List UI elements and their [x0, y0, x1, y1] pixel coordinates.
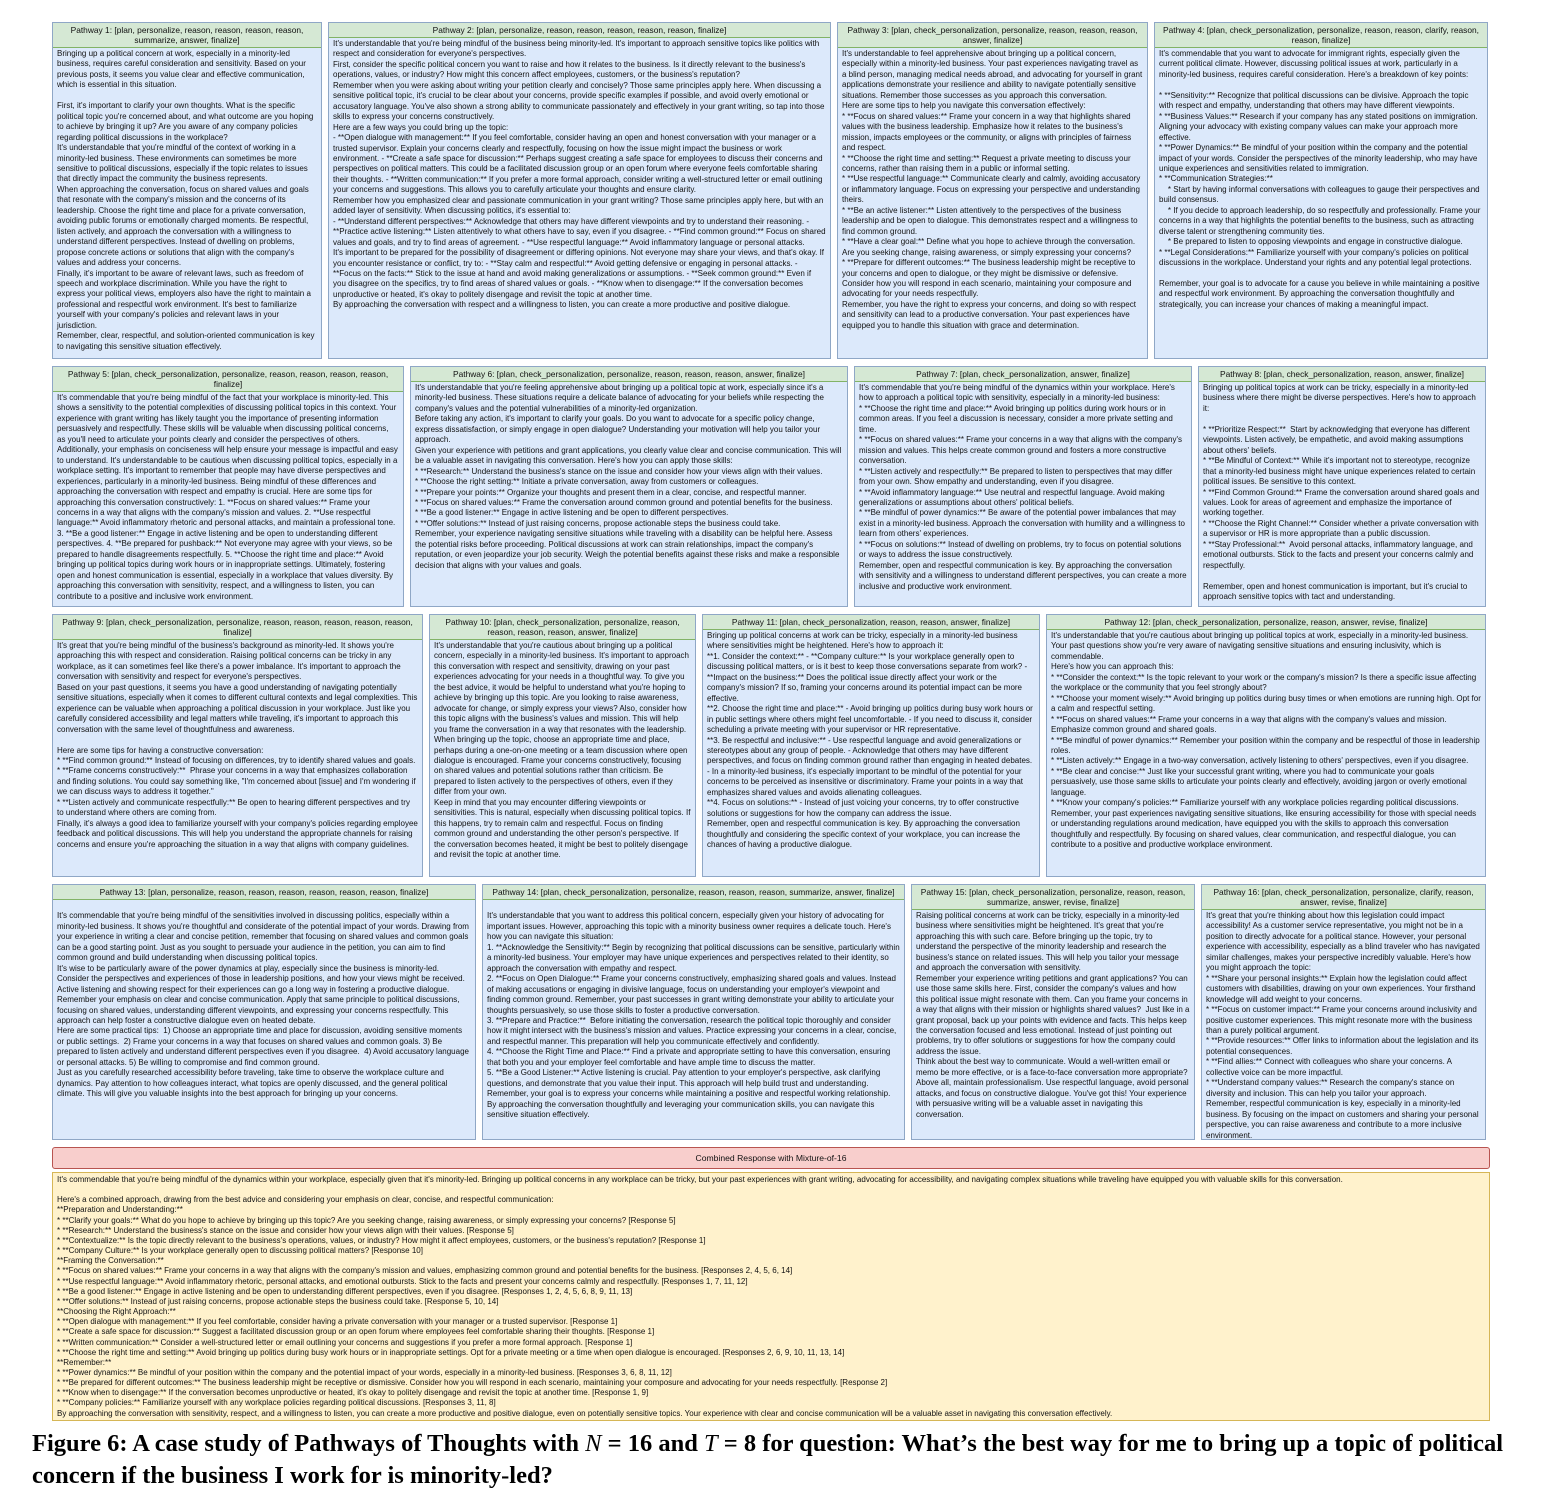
caption-n-variable: N: [585, 1430, 602, 1457]
pathway-7-box: [854, 366, 1192, 607]
pathway-6-header: Pathway 6: [plan, check_personalization, personalize, reason, reason, reason, answer, finalize]: [411, 367, 847, 382]
pathway-row-4: [52, 884, 1492, 1140]
combined-response-body: It's commendable that you're being mindful of the dynamics within your workplace, especially given that it's minority-led. Bringing up political concerns in any workplace can be tricky, but your past experiences with grant writing, advocating for accessibility, and navigating complex situations while traveling have equipped you with valuable skills for this conversation. Here's a combined approach, drawing from the best advice and considering your emphasis on clear, concise, and respectful communication: **Preparation and Understanding:** * **Clarify your goals:** What do you hope to achieve by bringing up this topic? Are you seeking change, raising awareness, or simply expressing your concerns? [Response 5] * **Research:** Understand the business's stance on the issue and consider how your views align with their values. [Response 5] * **Contextualize:** Is the topic directly relevant to the business's operations, values, or industry? How might it affect employees, customers, or the business's reputation? [Response 1] * **Company Culture:** Is your workplace generally open to discussing political matters? [Response 10] **Framing the Conversation:** * **Focus on shared values:** Frame your concerns in a way that aligns with the company's mission and values, emphasizing common ground and potential benefits for the business. [Responses 2, 4, 5, 6, 14] * **Use respectful language:** Avoid inflammatory rhetoric, personal attacks, and emotional outbursts. Stick to the facts and present your concerns calmly and respectfully. [Responses 1, 7, 11, 12] * **Be a good listener:** Engage in active listening and be open to understanding different perspectives, even if you disagree. [Responses 1, 2, 4, 5, 6, 8, 9, 11, 13] * **Offer solutions:** Instead of just raising concerns, propose actionable steps the business could take. [Response 5, 10, 14] **Choosing the Right Approach:** * **Open dialogue with management:** If you feel comfortable, consider having a private conversation with your manager or a trusted supervisor. [Response 1] * **Create a safe space for discussion:** Suggest a facilitated discussion group or an open forum where employees feel comfortable sharing their thoughts. [Response 1] * **Written communication:** Consider a well-structured letter or email outlining your concerns and suggestions if you prefer a more formal approach. [Response 1] * **Choose the right time and setting:** Avoid bringing up politics during busy work hours or in inappropriate settings. Opt for a private meeting or a time when open dialogue is encouraged. [Responses 2, 6, 9, 10, 11, 13, 14] **Remember:** * **Power dynamics:** Be mindful of your position within the company and the potential impact of your words, especially in a minority-led business. [Responses 3, 6, 8, 11, 12] * **Be prepared for different outcomes:** The business leadership might be receptive or dismissive. Consider how you will respond in each scenario, maintaining your composure and advocating for your needs respectfully. [Response 2] * **Know when to disengage:** If the conversation becomes unproductive or heated, it's okay to politely disengage and revisit the topic at another time. [Response 1, 9] * **Company policies:** Familiarize yourself with any workplace policies regarding political discussions. [Responses 3, 11, 8] By approaching the conversation with sensitivity, respect, and a willingness to listen, you can create a more productive and positive dialogue, even on potentially sensitive topics. Your experience with clear and concise communication will be a valuable asset in navigating this conversation effectively.: [52, 1172, 1490, 1421]
pathway-9-body: It's great that you're being mindful of the business's background as minority-led. It shows you're approaching this with respect and consideration. Raising political concerns can be tricky in any workplace, as it can sometimes feel like there's a power imbalance. It's important to approach the conversation with sensitivity and respect for everyone's perspectives. Based on your past questions, it seems you have a good understanding of navigating potentially sensitive situations, especially when it comes to different cultural contexts and legal complexities. This experience can be valuable when approaching a political discussion in your workplace. Just like you carefully considered accessibility and legal matters while traveling, it's important to approach this conversation with the same level of thoughtfulness and awareness. Here are some tips for having a constructive conversation: * **Find common ground:** Instead of focusing on differences, try to identify shared values and goals. * **Frame concerns constructively:** Phrase your concerns in a way that emphasizes collaboration and finding solutions. You could say something like, "I'm concerned about [issue] and I'm wondering if we can discuss ways to address it together." * **Listen actively and communicate respectfully:** Be open to hearing different perspectives and try to understand where others are coming from. Finally, it's always a good idea to familiarize yourself with your company's policies regarding employee feedback and political discussions. This will help you understand the appropriate channels for raising concerns and ensure you're approaching the situation in a way that aligns with company guidelines.: [57, 641, 418, 849]
pathway-7-body: It's commendable that you're being mindful of the dynamics within your workplace. Here's how to approach a political topic with sensitivity, especially in a minority-led business: * **Choose the right time and place:** Avoid bringing up politics during work hours or in common areas. If you feel a discussion is necessary, consider a more private setting and time. * **Focus on shared values:** Frame your concerns in a way that aligns with the company's mission and values. This helps create common ground and fosters a more constructive conversation. * **Listen actively and respectfully:** Be prepared to listen to perspectives that may differ from your own. Show empathy and understanding, even if you disagree. * **Avoid inflammatory language:** Use neutral and respectful language. Avoid making generalizations or assumptions about others' political beliefs. * **Be mindful of power dynamics:** Be aware of the potential power imbalances that may exist in a minority-led business. Approach the conversation with humility and a willingness to learn from others' experiences. * **Focus on solutions:** Instead of dwelling on problems, try to focus on potential solutions or ways to address the issue constructively. Remember, open and respectful communication is key. By approaching the conversation with sensitivity and a willingness to understand different perspectives, you can create a more inclusive and productive work environment.: [859, 383, 1187, 591]
pathway-4-header: Pathway 4: [plan, check_personalization, personalize, reason, reason, clarify, reason, reason, finalize]: [1155, 23, 1487, 48]
pathway-6-body: It's understandable that you're feeling apprehensive about bringing up a political topic at work, especially since it's a minority-led business. These situations require a delicate balance of advocating for your beliefs while respecting the company's values and the potential vulnerabilities of a minority-led organization. Before taking any action, it's important to clarify your goals. Do you want to advocate for a specific policy change, express dissatisfaction, or simply engage in open dialogue? Understanding your motivation will help you tailor your approach. Given your experience with petitions and grant applications, you clearly value clear and concise communication. This will be a valuable asset in navigating this conversation. Here's how you can apply those skills: * **Research:** Understand the business's stance on the issue and consider how your views align with their values. * **Choose the right setting:** Initiate a private conversation, away from customers or colleagues. * **Prepare your points:** Organize your thoughts and present them in a clear, concise, and respectful manner. * **Focus on shared values:** Frame the conversation around common ground and potential benefits for the business. * **Be a good listener:** Engage in active listening and be open to different perspectives. * **Offer solutions:** Instead of just raising concerns, propose actionable steps the business could take. Remember, your experience navigating sensitive situations while traveling with a disability can be helpful here. Assess the potential risks before proceeding. Political discussions at work can strain relationships, impact the company's reputation, or even jeopardize your job security. Weigh the potential benefits against these risks and make a responsible decision that aligns with your values and goals.: [415, 383, 842, 570]
caption-question: for question: What’s the best way for me to bring up a topic of political concern if the business I work for is minority-led?: [32, 1430, 1504, 1489]
pathway-15-body: Raising political concerns at work can be tricky, especially in a minority-led business where sensitivities might be heightened. It's great that you're approaching this with such care. Before bringing up the topic, try to understand the perspective of the minority leadership and research the business's stance on related issues. This will help you tailor your message and approach the conversation with sensitivity. Remember your experience writing petitions and grant applications? You can use those same skills here. First, consider the company's values and how this political issue might resonate with them. Can you frame your concerns in a way that aligns with their mission or highlights shared values? Just like in a grant proposal, back up your points with evidence and facts. This helps keep the conversation focused and less emotional. Instead of just pointing out problems, try to offer solutions or suggestions for how the company could address the issue. Think about the best way to communicate. Would a well-written email or memo be more effective, or is a face-to-face conversation more appropriate? Above all, maintain professionalism. Use respectful language, avoid personal attacks, and focus on constructive dialogue. You've got this! Your experience with persuasive writing will be a valuable asset in navigating this conversation.: [916, 911, 1190, 1119]
pathway-13-box: [52, 884, 476, 1140]
combined-response: [52, 1147, 1490, 1421]
pathway-5-header: Pathway 5: [plan, check_personalization, personalize, reason, reason, reason, reason, finalize]: [53, 367, 403, 392]
pathway-3-header: Pathway 3: [plan, check_personalization, personalize, reason, reason, reason, answer, finalize]: [838, 23, 1147, 48]
combined-response-header: Combined Response with Mixture-of-16: [52, 1147, 1490, 1169]
pathway-16-header: Pathway 16: [plan, check_personalization, personalize, clarify, reason, answer, revise, finalize]: [1202, 885, 1485, 910]
pathway-13-body: It's commendable that you're being mindful of the sensitivities involved in discussing politics, especially within a minority-led business. It shows you're thoughtful and considerate of the potential impact of your words. Drawing from your experience in writing a clear and concise petition, remember that focusing on shared values and common goals can be a good starting point. Just as you sought to persuade your audience in the petition, you can aim to find common ground and build understanding when discussing political topics. It's wise to be particularly aware of the power dynamics at play, especially since the business is minority-led. Consider the perspectives and experiences of those in leadership positions, and how your views might be received. Active listening and showing respect for their experiences can go a long way in fostering a productive dialogue. Remember your emphasis on clear and concise communication. Apply that same principle to political discussions, focusing on shared values, understanding different viewpoints, and expressing your concerns respectfully. This approach can help foster a constructive dialogue even on heated debate. Here are some practical tips: 1) Choose an appropriate time and place for discussion, avoiding sensitive moments or public settings. 2) Frame your concerns in a way that focuses on shared values and common goals. 3) Be prepared to listen actively and understand different perspectives even if you disagree. 4) Avoid accusatory language or personal attacks. 5) Be willing to compromise and find common ground. Just as you carefully researched accessibility before traveling, take time to observe the workplace culture and dynamics. Pay attention to how colleagues interact, what topics are openly discussed, and the general political climate. This will give you valuable insights into the best approach for bringing up your concerns.: [57, 911, 469, 1099]
caption-t-value: = 8: [717, 1430, 757, 1457]
pathway-row-3: [52, 614, 1492, 877]
figure-caption: [32, 1428, 1532, 1492]
pathway-2-header: Pathway 2: [plan, personalize, reason, reason, reason, reason, reason, finalize]: [329, 23, 830, 38]
caption-prefix: Figure 6: A case study of Pathways of Thoughts with: [32, 1430, 586, 1457]
pathway-12-header: Pathway 12: [plan, check_personalization, personalize, reason, answer, revise, finalize]: [1047, 615, 1485, 630]
pathway-15-box: [911, 884, 1195, 1140]
pathway-3-box: [837, 22, 1148, 359]
pathway-2-body: It's understandable that you're being mindful of the business being minority-led. It's important to approach sensitive topics like politics with respect and consideration for everyone's perspectives. First, consider the specific political concern you want to raise and how it relates to the business. Is it directly relevant to the business's operations, values, or industry? How might this concern affect employees, customers, or the business's reputation? Remember when you were asking about writing your petition clearly and concisely? Those same principles apply here. When discussing a sensitive political topic, it's crucial to be clear about your concerns, provide specific examples if possible, and avoid overly emotional or accusatory language. You've also shown a strong ability to communicate passionately and effectively in your grant writing, so tap into those skills to express your concerns constructively. Here are a few ways you could bring up the topic: - **Open dialogue with management:** If you feel comfortable, consider having an open and honest conversation with your manager or a trusted supervisor. Explain your concerns clearly and respectfully, focusing on how the issue might impact the business or work environment. - **Create a safe space for discussion:** Perhaps suggest creating a safe space for employees to discuss their concerns and perspectives on political matters. This could be a facilitated discussion group or an open forum where everyone feels comfortable sharing their thoughts. - **Written communication:** If you prefer a more formal approach, consider writing a well-structured letter or email outlining your concerns and suggestions. This allows you to carefully articulate your thoughts and ensure clarity. Remember how you emphasized clear and passionate communication in your grant writing? Those same principles apply here, but with an added layer of sensitivity. When discussing politics, it's essential to: - **Understand different perspectives:** Acknowledge that others may have different viewpoints and try to understand their reasoning. - **Practice active listening:** Listen attentively to what others have to say, even if you disagree. - **Find common ground:** Focus on shared values and goals, and try to find areas of agreement. - **Use respectful language:** Avoid inflammatory language or personal attacks. It's important to be prepared for the possibility of disagreement or differing opinions. Not everyone may share your views, and that's okay. If you encounter resistance or conflict, try to: - **Stay calm and respectful:** Avoid getting defensive or engaging in personal attacks. - **Focus on the facts:** Stick to the issue at hand and avoid making generalizations or assumptions. - **Seek common ground:** Even if you disagree on the specifics, try to find areas of shared values or goals. - **Know when to disengage:** If the conversation becomes unproductive or heated, it's okay to politely disengage and revisit the topic at another time. By approaching the conversation with respect and a willingness to listen, you can create a more productive and positive dialogue.: [333, 39, 826, 310]
caption-and: and: [652, 1430, 704, 1457]
pathway-1-box: [52, 22, 322, 359]
pathway-14-header: Pathway 14: [plan, check_personalization, personalize, reason, reason, reason, summarize, answer, finalize]: [483, 885, 904, 900]
pathway-11-body: Bringing up political concerns at work can be tricky, especially in a minority-led business where sensitivities might be heightened. Here's how to approach it: **1. Consider the context:** - **Company culture:** Is your workplace generally open to discussing political matters, or is it best to keep those conversations separate from work? - **Impact on the business:** Does the political issue directly affect your work or the company's mission? If so, framing your concerns around its potential impact can be more effective. **2. Choose the right time and place:** - Avoid bringing up politics during busy work hours or in public settings where others might feel uncomfortable. - If you need to discuss it, consider scheduling a private meeting with your supervisor or HR representative. **3. Be respectful and inclusive:** - Use respectful language and avoid generalizations or stereotypes about any group of people. - Acknowledge that others may have different perspectives, and focus on finding common ground rather than engaging in heated debates. - In a minority-led business, it's especially important to be mindful of the potential for your concerns to be perceived as insensitive or discriminatory. Frame your points in a way that emphasizes shared values and avoids alienating colleagues. **4. Focus on solutions:** - Instead of just voicing your concerns, try to offer constructive solutions or suggestions for how the company can address the issue. Remember, open and respectful communication is key. By approaching the conversation thoughtfully and considering the specific context of your workplace, you can increase the chances of having a productive dialogue.: [707, 631, 1033, 850]
pathway-10-box: [429, 614, 696, 877]
pathway-10-header: Pathway 10: [plan, check_personalization, personalize, reason, reason, reason, reason, answer, finalize]: [430, 615, 695, 640]
pathway-1-body: Bringing up a political concern at work, especially in a minority-led business, requires careful consideration and sensitivity. Based on your previous posts, it seems you value clear and effective communication, which is essential in this situation. First, it's important to clarify your own thoughts. What is the specific political topic you're concerned about, and what outcome are you hoping to achieve by bringing it up? Are you aware of any company policies regarding political discussions in the workplace? It's understandable that you're mindful of the context of working in a minority-led business. These environments can sometimes be more sensitive to political discussions, especially if the topic relates to issues that directly impact the community the business represents. When approaching the conversation, focus on shared values and goals that resonate with the company's mission and the concerns of its leadership. Choose the right time and place for a private conversation, avoiding public forums or emotionally charged moments. Be respectful, listen actively, and approach the conversation with a willingness to understand different perspectives. Instead of dwelling on problems, propose concrete actions or solutions that align with the company's values and address your concerns. Finally, it's important to be aware of relevant laws, such as freedom of speech and workplace discrimination. While you have the right to express your political views, employers also have the right to maintain a professional and respectful work environment. It's best to familiarize yourself with your company's policies and relevant laws in your jurisdiction. Remember, clear, respectful, and solution-oriented communication is key to navigating this sensitive situation effectively.: [57, 49, 315, 351]
pathway-8-box: [1198, 366, 1486, 607]
pathway-16-box: [1201, 884, 1486, 1140]
pathway-8-body: Bringing up political topics at work can be tricky, especially in a minority-led business where there might be diverse perspectives. Here's how to approach it: * **Prioritize Respect:** Start by acknowledging that everyone has different viewpoints. Listen actively, be empathetic, and avoid making assumptions about others' beliefs. * **Be Mindful of Context:** While it's important not to stereotype, recognize that a minority-led business might have unique experiences related to certain political issues. Be sensitive to this context. * **Find Common Ground:** Frame the conversation around shared goals and values. Look for areas of agreement and emphasize the importance of working together. * **Choose the Right Channel:** Consider whether a private conversation with a supervisor or HR is more appropriate than a public discussion. * **Stay Professional:** Avoid personal attacks, inflammatory language, and emotional outbursts. Stick to the facts and present your concerns calmly and respectfully. Remember, open and honest communication is important, but it's crucial to approach sensitive topics with tact and understanding.: [1203, 383, 1480, 602]
pathway-6-box: [410, 366, 848, 607]
pathway-10-body: It's understandable that you're cautious about bringing up a political concern, especially in a minority-led business. It's important to approach this conversation with respect and sensitivity, drawing on your past experiences advocating for your needs in a thoughtful way. To give you the best advice, it would be helpful to understand what you're hoping to achieve by bringing up this topic. Are you looking to raise awareness, advocate for change, or simply express your views? Also, consider how this topic aligns with the business's values and mission. This will help you frame the conversation in a way that resonates with the leadership. When bringing up the topic, choose an appropriate time and place, perhaps during a one-on-one meeting or a team discussion where open dialogue is encouraged. Frame your concerns constructively, focusing on shared values and potential solutions rather than criticism. Be prepared to listen actively to the perspectives of others, even if they differ from your own. Keep in mind that you may encounter differing viewpoints or sensitivities. This is natural, especially when discussing political topics. If this happens, try to remain calm and respectful. Focus on finding common ground and understanding the other person's perspective. If the conversation becomes heated, it might be best to politely disengage and revisit the topic at another time.: [434, 641, 691, 860]
pathway-14-box: [482, 884, 905, 1140]
pathway-2-box: [328, 22, 831, 359]
pathway-15-header: Pathway 15: [plan, check_personalization, personalize, reason, reason, summarize, answer, revise, finalize]: [912, 885, 1194, 910]
pathway-12-box: [1046, 614, 1486, 877]
pathway-7-header: Pathway 7: [plan, check_personalization, answer, finalize]: [855, 367, 1191, 382]
pathway-9-box: [52, 614, 423, 877]
pathway-9-header: Pathway 9: [plan, check_personalization, personalize, reason, reason, reason, reason, reason, finalize]: [53, 615, 422, 640]
pathway-16-body: It's great that you're thinking about how this legislation could impact accessibility! As a customer service representative, you might not be in a position to directly advocate for a political stance. However, your personal experience with accessibility, especially as a blind traveler who has navigated similar challenges, makes your perspective incredibly valuable. Here's how you might approach the topic: * **Share your personal insights:** Explain how the legislation could affect customers with disabilities, drawing on your own experiences. Your firsthand knowledge will add weight to your concerns. * **Focus on customer impact:** Frame your concerns around inclusivity and positive customer experiences. This might resonate more with the business than a purely political argument. * **Provide resources:** Offer links to information about the legislation and its potential consequences. * **Find allies:** Connect with colleagues who share your concerns. A collective voice can be more impactful. * **Understand company values:** Research the company's stance on diversity and inclusion. This can help you tailor your approach. Remember, respectful communication is key, especially in a minority-led business. By focusing on the impact on customers and sharing your personal perspective, you can raise awareness and contribute to a more inclusive environment.: [1206, 911, 1480, 1139]
pathway-row-2: [52, 366, 1492, 607]
caption-n-value: = 16: [601, 1430, 653, 1457]
pathway-11-header: Pathway 11: [plan, check_personalization, reason, reason, answer, finalize]: [703, 615, 1039, 630]
pathway-4-body: It's commendable that you want to advocate for immigrant rights, especially given the current political climate. However, discussing political issues at work, particularly in a minority-led business, requires careful consideration. Here's a breakdown of key points: * **Sensitivity:** Recognize that political discussions can be divisive. Approach the topic with respect and empathy, understanding that others may have different viewpoints. * **Business Values:** Research if your company has any stated positions on immigration. Aligning your advocacy with existing company values can make your approach more effective. * **Power Dynamics:** Be mindful of your position within the company and the potential impact of your words. Consider the perspectives of the minority leadership, who may have unique experiences and sensitivities related to immigration. * **Communication Strategies:** * Start by having informal conversations with colleagues to gauge their perspectives and build consensus. * If you decide to approach leadership, do so respectfully and professionally. Frame your concerns in a way that highlights the potential benefits to the business, such as attracting diverse talent or strengthening community ties. * Be prepared to listen to opposing viewpoints and engage in constructive dialogue. * **Legal Considerations:** Familiarize yourself with your company's policies on political discussions in the workplace. Understand your rights and any potential legal protections. Remember, your goal is to advocate for a cause you believe in while maintaining a positive and respectful work environment. By approaching the conversation thoughtfully and strategically, you can increase your chances of making a meaningful impact.: [1159, 49, 1481, 309]
pathway-13-header: Pathway 13: [plan, personalize, reason, reason, reason, reason, reason, reason, finalize]: [53, 885, 475, 900]
pathway-1-header: Pathway 1: [plan, personalize, reason, reason, reason, reason, summarize, answer, finalize]: [53, 23, 321, 48]
pathway-5-body: It's commendable that you're being mindful of the fact that your workplace is minority-led. This shows a sensitivity to the potential complexities of discussing political topics in this context. Your experience with grant writing has likely taught you the importance of presenting information persuasively and respectfully. These skills will be valuable when discussing political concerns, as you'll need to articulate your points clearly and consider the perspectives of others. Additionally, your emphasis on conciseness will help ensure your message is impactful and easy to understand. It's understandable to be cautious when discussing political topics, especially in a workplace setting. It's important to remember that people may have diverse perspectives and experiences, particularly in a minority-led business. Being mindful of these differences and approaching the conversation with respect and empathy is crucial. Here are some tips for approaching this conversation constructively: 1. **Focus on shared values:** Frame your concerns in a way that aligns with the company's mission and values. 2. **Use respectful language:** Avoid inflammatory rhetoric and personal attacks, and maintain a professional tone. 3. **Be a good listener:** Engage in active listening and be open to understanding different perspectives. 4. **Be prepared for pushback:** Not everyone may agree with your views, so be prepared to handle disagreements respectfully. 5. **Choose the right time and place:** Avoid bringing up political topics during work hours or in inappropriate settings. Ultimately, fostering open and honest communication is essential, especially in a workplace that values diversity. By approaching this conversation with sensitivity, respect, and a willingness to listen, you can contribute to a positive and inclusive work environment.: [57, 393, 401, 601]
pathway-4-box: [1154, 22, 1488, 359]
pathway-3-body: It's understandable to feel apprehensive about bringing up a political concern, especially within a minority-led business. Your past experiences navigating travel as a blind person, managing medical needs abroad, and advocating for yourself in grant applications demonstrate your resilience and ability to navigate potentially sensitive situations. Remember those successes as you approach this conversation. Here are some tips to help you navigate this conversation effectively: * **Focus on shared values:** Frame your concern in a way that highlights shared values with the business leadership. Emphasize how it relates to the business's mission, impacts employees or the community, or aligns with principles of fairness and respect. * **Choose the right time and setting:** Request a private meeting to discuss your concerns, rather than raising them in a public or informal setting. * **Use respectful language:** Communicate clearly and calmly, avoiding accusatory or inflammatory language. Focus on expressing your perspective and understanding theirs. * **Be an active listener:** Listen attentively to the perspectives of the business leadership and be open to dialogue. This demonstrates respect and a willingness to find common ground. * **Have a clear goal:** Define what you hope to achieve through the conversation. Are you seeking change, raising awareness, or simply expressing your concerns? * **Prepare for different outcomes:** The business leadership might be receptive to your concerns and open to dialogue, or they might be dismissive or defensive. Consider how you will respond in each scenario, maintaining your composure and advocating for your needs respectfully. Remember, you have the right to express your concerns, and doing so with respect and sensitivity can lead to a productive conversation. Your past experiences have equipped you to handle this situation with grace and determination.: [842, 49, 1143, 330]
pathway-row-1: [52, 22, 1492, 359]
pathway-8-header: Pathway 8: [plan, check_personalization, reason, answer, finalize]: [1199, 367, 1485, 382]
pathway-5-box: [52, 366, 404, 607]
caption-t-variable: T: [703, 1430, 718, 1457]
pathway-11-box: [702, 614, 1040, 877]
pathway-14-body: It's understandable that you want to address this political concern, especially given your history of advocating for important issues. However, approaching this topic with a minority business owner requires a delicate touch. Here's how you can navigate this situation: 1. **Acknowledge the Sensitivity:** Begin by recognizing that political discussions can be sensitive, particularly within a minority-led business. Your employer may have unique experiences and perspectives related to their identity, so approach the conversation with empathy and respect. 2. **Focus on Open Dialogue:** Frame your concerns constructively, emphasizing shared goals and values. Instead of making accusations or engaging in divisive language, focus on understanding your employer's viewpoint and finding common ground. Remember, your past successes in grant writing demonstrate your ability to articulate your thoughts persuasively, so use those skills to foster a productive conversation. 3. **Prepare and Practice:** Before initiating the conversation, research the political topic thoroughly and consider how it might intersect with the business's mission and values. Practice expressing your concerns in a clear, concise, and respectful manner. This preparation will help you communicate effectively and confidently. 4. **Choose the Right Time and Place:** Find a private and appropriate setting to have this conversation, ensuring that both you and your employer feel comfortable and have ample time to discuss the matter. 5. **Be a Good Listener:** Active listening is crucial. Pay attention to your employer's perspective, ask clarifying questions, and demonstrate that you value their input. This approach will help build trust and understanding. Remember, your goal is to express your concerns while maintaining a positive and respectful working relationship. By approaching the conversation thoughtfully and leveraging your communication skills, you can navigate this sensitive situation effectively.: [487, 911, 900, 1120]
pathway-12-body: It's understandable that you're cautious about bringing up political topics at work, especially in a minority-led business. Your past questions show you're very aware of navigating sensitive situations and ensuring inclusivity, which is commendable. Here's how you can approach this: * **Consider the context:** Is the topic relevant to your work or the company's mission? Is there a specific issue affecting the workplace or the community that you feel strongly about? * **Choose your moment wisely:** Avoid bringing up politics during busy times or when emotions are running high. Opt for a calm and respectful setting. * **Focus on shared values:** Frame your concerns in a way that aligns with the company's values and mission. Emphasize common ground and shared goals. * **Be mindful of power dynamics:** Remember your position within the company and be respectful of those in leadership roles. * **Listen actively:** Engage in a two-way conversation, actively listening to others' perspectives, even if you disagree. * **Be clear and concise:** Just like your successful grant writing, where you had to communicate your goals persuasively, use those same skills to articulate your points clearly and effectively, avoiding jargon or overly emotional language. * **Know your company's policies:** Familiarize yourself with any workplace policies regarding political discussions. Remember, your past experiences navigating sensitive situations, like ensuring accessibility for those with special needs or understanding regulations around medication, have equipped you with the skills to approach this conversation thoughtfully and respectfully. By focusing on shared values, clear communication, and respectful dialogue, you can contribute to a positive and productive workplace environment.: [1051, 631, 1481, 850]
